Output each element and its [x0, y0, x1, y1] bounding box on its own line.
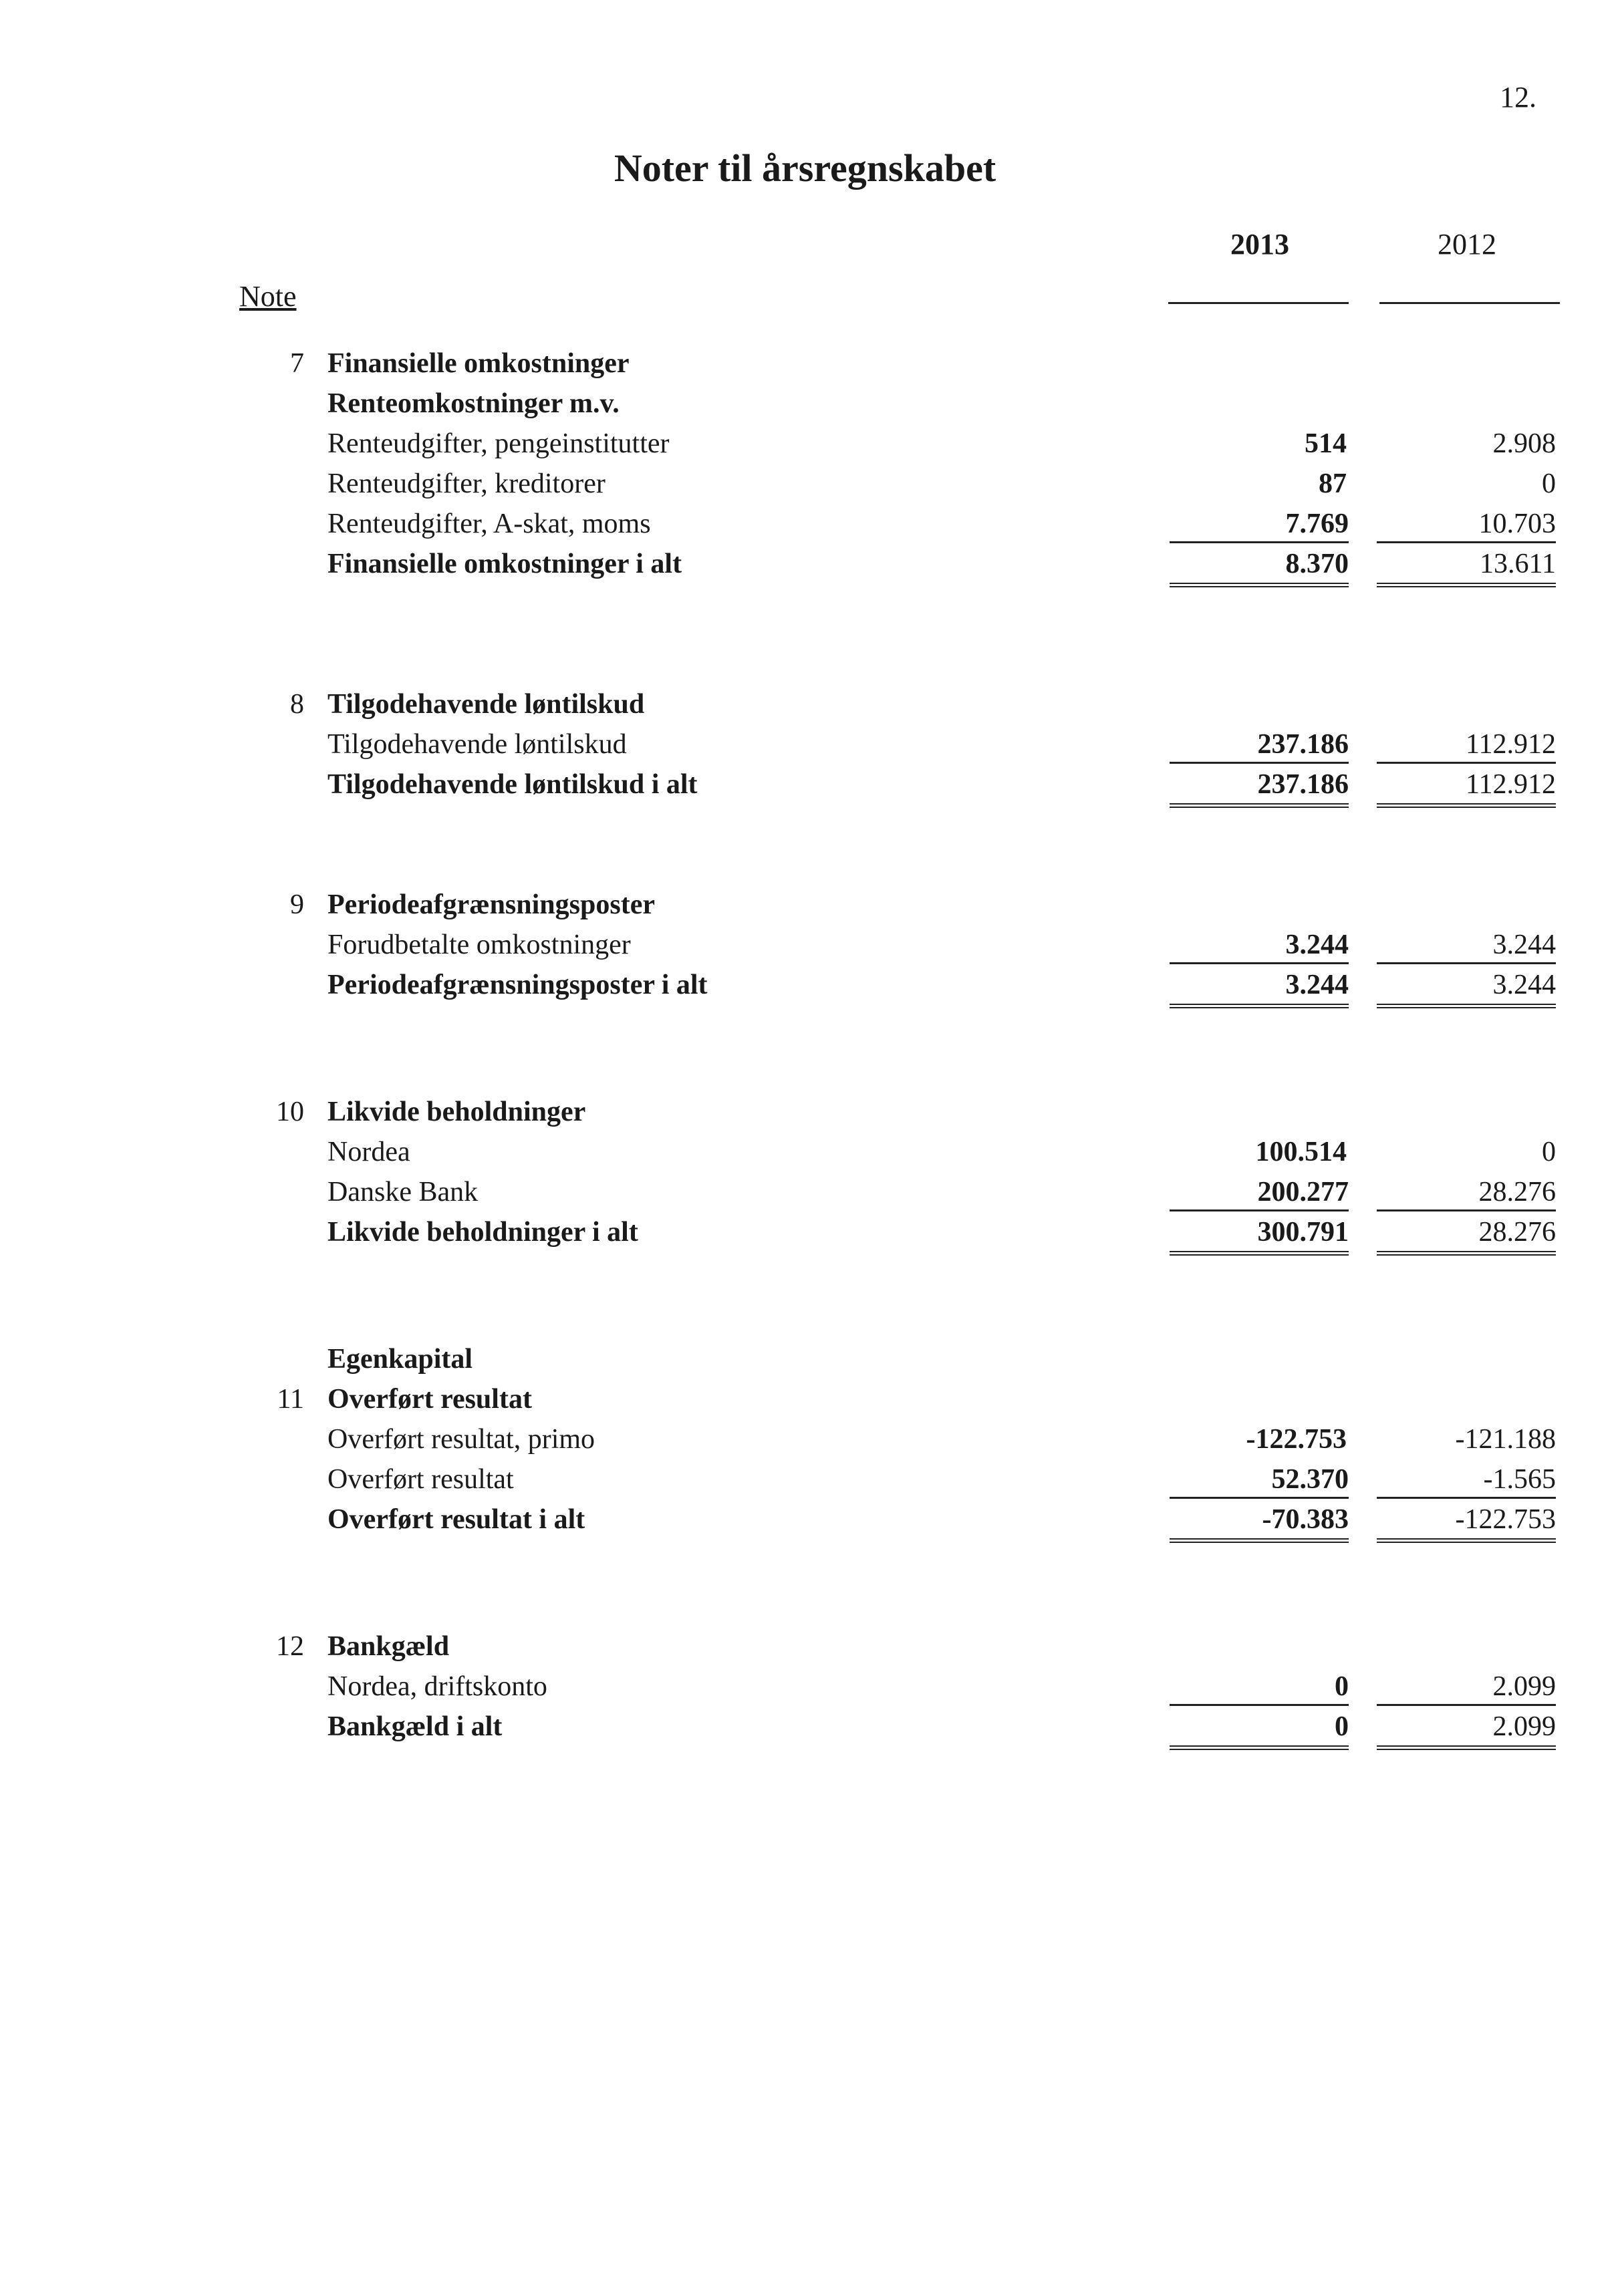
row-label: Likvide beholdninger [327, 1097, 586, 1127]
row-label: Periodeafgrænsningsposter i alt [327, 970, 708, 1000]
page-title: Noter til årsregnskabet [614, 146, 996, 190]
table-row [0, 728, 1610, 768]
heading-row [0, 1343, 1610, 1383]
value-2013: 52.370 [1170, 1463, 1349, 1499]
row-label: Overført resultat, primo [327, 1424, 595, 1455]
row-label: Finansielle omkostninger i alt [327, 549, 682, 579]
value-2013: 3.244 [1170, 969, 1349, 1008]
heading-row [0, 347, 1610, 388]
value-2012: 3.244 [1377, 929, 1556, 964]
row-label: Danske Bank [327, 1177, 479, 1207]
row-label: Nordea [327, 1137, 410, 1167]
row-label: Tilgodehavende løntilskud i alt [327, 769, 698, 800]
row-label: Finansielle omkostninger [327, 348, 630, 379]
total-row [0, 548, 1610, 588]
row-label: Tilgodehavende løntilskud [327, 729, 627, 760]
note-number: 10 [276, 1097, 304, 1127]
value-2013: -122.753 [1246, 1424, 1347, 1455]
note-section-10 [0, 1096, 1610, 1256]
column-rule-2012 [1379, 302, 1560, 304]
heading-row [0, 1383, 1610, 1423]
value-2012: 0 [1542, 468, 1556, 499]
column-header-2013: 2013 [1230, 228, 1289, 261]
row-label: Forudbetalte omkostninger [327, 929, 631, 960]
heading-row [0, 388, 1610, 428]
row-label: Renteudgifter, pengeinstitutter [327, 428, 670, 459]
table-row [0, 1176, 1610, 1216]
total-row [0, 1216, 1610, 1256]
total-row [0, 1711, 1610, 1751]
value-2012: 3.244 [1377, 969, 1556, 1008]
note-number: 8 [290, 689, 304, 720]
total-row [0, 969, 1610, 1009]
note-number: 12 [276, 1631, 304, 1662]
value-2012: -1.565 [1377, 1463, 1556, 1499]
value-2012: 2.908 [1492, 428, 1556, 459]
note-section-11 [0, 1343, 1610, 1544]
row-label: Renteudgifter, kreditorer [327, 468, 606, 499]
heading-row [0, 688, 1610, 728]
note-section-9 [0, 889, 1610, 1009]
value-2012: 112.912 [1377, 728, 1556, 764]
heading-row [0, 889, 1610, 929]
total-row [0, 768, 1610, 809]
total-row [0, 1503, 1610, 1544]
row-label: Bankgæld i alt [327, 1711, 503, 1742]
value-2012: 112.912 [1377, 768, 1556, 808]
row-label: Bankgæld [327, 1631, 450, 1662]
note-section-7 [0, 347, 1610, 588]
table-row [0, 1463, 1610, 1503]
value-2013: 300.791 [1170, 1216, 1349, 1256]
heading-row [0, 1096, 1610, 1136]
row-label: Renteomkostninger m.v. [327, 388, 620, 419]
value-2012: 0 [1542, 1137, 1556, 1167]
value-2012: -121.188 [1455, 1424, 1556, 1455]
value-2012: 2.099 [1377, 1671, 1556, 1706]
value-2013: 7.769 [1170, 508, 1349, 543]
value-2013: 237.186 [1170, 768, 1349, 808]
heading-row [0, 1630, 1610, 1671]
table-row [0, 468, 1610, 508]
value-2013: 0 [1170, 1711, 1349, 1750]
row-label: Nordea, driftskonto [327, 1671, 547, 1702]
row-label: Likvide beholdninger i alt [327, 1217, 638, 1248]
value-2013: 0 [1170, 1671, 1349, 1706]
value-2013: 87 [1319, 468, 1347, 499]
page-number: 12. [1500, 81, 1536, 114]
note-section-8 [0, 688, 1610, 809]
row-label: Egenkapital [327, 1344, 473, 1375]
value-2012: 10.703 [1377, 508, 1556, 543]
note-number: 7 [290, 348, 304, 379]
value-2013: 3.244 [1170, 929, 1349, 964]
table-row [0, 1671, 1610, 1711]
column-header-2012: 2012 [1438, 228, 1496, 261]
value-2012: 28.276 [1377, 1176, 1556, 1211]
row-label: Renteudgifter, A-skat, moms [327, 509, 651, 539]
column-rule-2013 [1168, 302, 1349, 304]
note-number: 11 [277, 1384, 304, 1415]
value-2012: 13.611 [1377, 548, 1556, 587]
value-2013: -70.383 [1170, 1503, 1349, 1543]
row-label: Tilgodehavende løntilskud [327, 689, 645, 720]
row-label: Overført resultat [327, 1464, 514, 1495]
value-2013: 200.277 [1170, 1176, 1349, 1211]
value-2012: -122.753 [1377, 1503, 1556, 1543]
table-row [0, 428, 1610, 468]
value-2013: 8.370 [1170, 548, 1349, 587]
row-label: Periodeafgrænsningsposter [327, 889, 655, 920]
note-column-header: Note [239, 280, 297, 313]
table-row [0, 1423, 1610, 1463]
value-2013: 514 [1305, 428, 1347, 459]
value-2012: 28.276 [1377, 1216, 1556, 1256]
table-row [0, 1136, 1610, 1176]
row-label: Overført resultat i alt [327, 1504, 585, 1535]
note-number: 9 [290, 889, 304, 920]
note-section-12 [0, 1630, 1610, 1751]
table-row [0, 929, 1610, 969]
value-2012: 2.099 [1377, 1711, 1556, 1750]
value-2013: 100.514 [1255, 1137, 1347, 1167]
table-row [0, 508, 1610, 548]
value-2013: 237.186 [1170, 728, 1349, 764]
row-label: Overført resultat [327, 1384, 532, 1415]
